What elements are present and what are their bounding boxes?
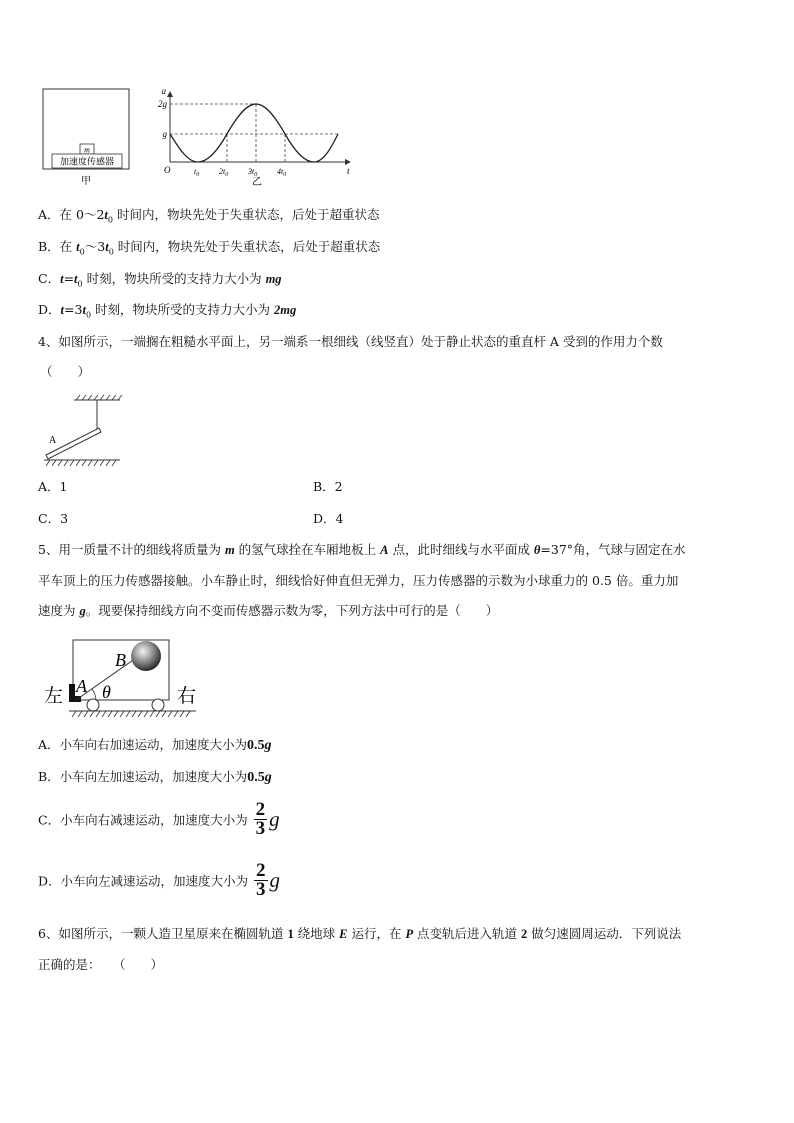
- sensor-label: 加速度传感器: [59, 157, 115, 168]
- wheel-right: [152, 699, 164, 711]
- q5-stem-line2: 平车顶上的压力传感器接触。小车静止时，细线恰好伸直但无弹力，压力传感器的示数为小球重力的 0.5 倍。重力加: [38, 573, 679, 588]
- origin-label: O: [164, 165, 171, 175]
- wheel-left: [87, 699, 99, 711]
- q5-option-a: A．小车向右加速运动，加速度大小为0.5g: [38, 737, 272, 753]
- label-right: 右: [177, 685, 197, 707]
- q6-stem-line1: 6、如图所示，一颗人造卫星原来在椭圆轨道 1 绕地球 E 运行，在 P 点变轨后进入轨道 2 做匀速圆周运动．下列说法: [38, 926, 682, 941]
- figure-jia: [38, 84, 138, 188]
- q4-stem: 4、如图所示，一端搁在粗糙水平面上，另一端系一根细线（线竖直）处于静止状态的重直杆 A 受到的作用力个数: [38, 334, 663, 349]
- anchor-foot: [69, 696, 81, 702]
- q3-option-d: D．$t=3t_0$ 时刻，物块所受的支持力大小为 2mg: [38, 302, 297, 320]
- q3-option-a: A．在 $0\sim 2t_0$ 时间内，物块先处于失重状态，后处于超重状态: [38, 207, 380, 225]
- q4-option-a: A．1: [38, 479, 68, 494]
- q4-option-c: C．3: [38, 511, 69, 526]
- theta-arc: [92, 689, 96, 700]
- axis-a-label: a: [161, 86, 166, 96]
- tick-4t0: $4t_0$: [277, 167, 287, 178]
- q6-stem-line2: 正确的是： （ ）: [38, 957, 164, 972]
- tick-2t0: $2t_0$: [219, 167, 229, 178]
- label-b: B: [115, 650, 126, 670]
- ground-hatch-q5: [72, 711, 190, 717]
- q5-option-d: D．小车向左减速运动，加速度大小为 $\frac{2}{3}$ g: [38, 860, 281, 900]
- q4-paren: （ ）: [40, 364, 91, 379]
- label-yi: 乙: [252, 177, 262, 188]
- q5-option-c: C．小车向右减速运动，加速度大小为 $\frac{2}{3}$ g: [38, 799, 280, 839]
- tick-t0: $t_0$: [194, 167, 200, 178]
- figure-yi-graph: [152, 84, 362, 188]
- q5-stem-line3: 速度为 g。现要保持细线方向不变而传感器示数为零，下列方法中可行的是（ ）: [38, 603, 499, 618]
- q4-option-d: D．4: [313, 511, 344, 526]
- q4-figure: [40, 394, 126, 468]
- q4-option-b: B．2: [313, 479, 343, 494]
- tick-2g: 2g: [158, 99, 167, 109]
- ground-hatch: [46, 460, 116, 466]
- q5-figure-cart: [40, 632, 205, 722]
- label-left: 左: [44, 685, 64, 707]
- q3-option-b: B．在 $t_0\sim 3t_0$ 时间内，物块先处于失重状态，后处于超重状态: [38, 239, 381, 257]
- tick-g: g: [162, 129, 167, 139]
- q3-option-c: C．$t=t_0$ 时刻，物块所受的支持力大小为 mg: [38, 271, 282, 289]
- balloon-ball: [131, 641, 161, 671]
- axis-t-label: t: [347, 166, 350, 176]
- label-theta: θ: [102, 682, 111, 702]
- fraction-2-3: $\frac{2}{3}$: [255, 799, 266, 839]
- ceiling-hatch: [76, 395, 122, 400]
- tick-3t0: $3t_0$: [248, 167, 258, 178]
- label-jia: 甲: [81, 176, 91, 187]
- block-label: m: [84, 145, 90, 155]
- q5-stem-line1: 5、用一质量不计的细线将质量为 m 的氢气球拴在车厢地板上 A 点，此时细线与水平面成 θ=37°角，气球与固定在水: [38, 542, 686, 557]
- q5-option-b: B．小车向左加速运动，加速度大小为0.5g: [38, 769, 272, 785]
- fraction-2-3: $\frac{2}{3}$: [256, 860, 266, 900]
- label-point-a: A: [76, 676, 87, 696]
- a-t-curve: [170, 104, 338, 162]
- rod-label-a: A: [49, 435, 57, 446]
